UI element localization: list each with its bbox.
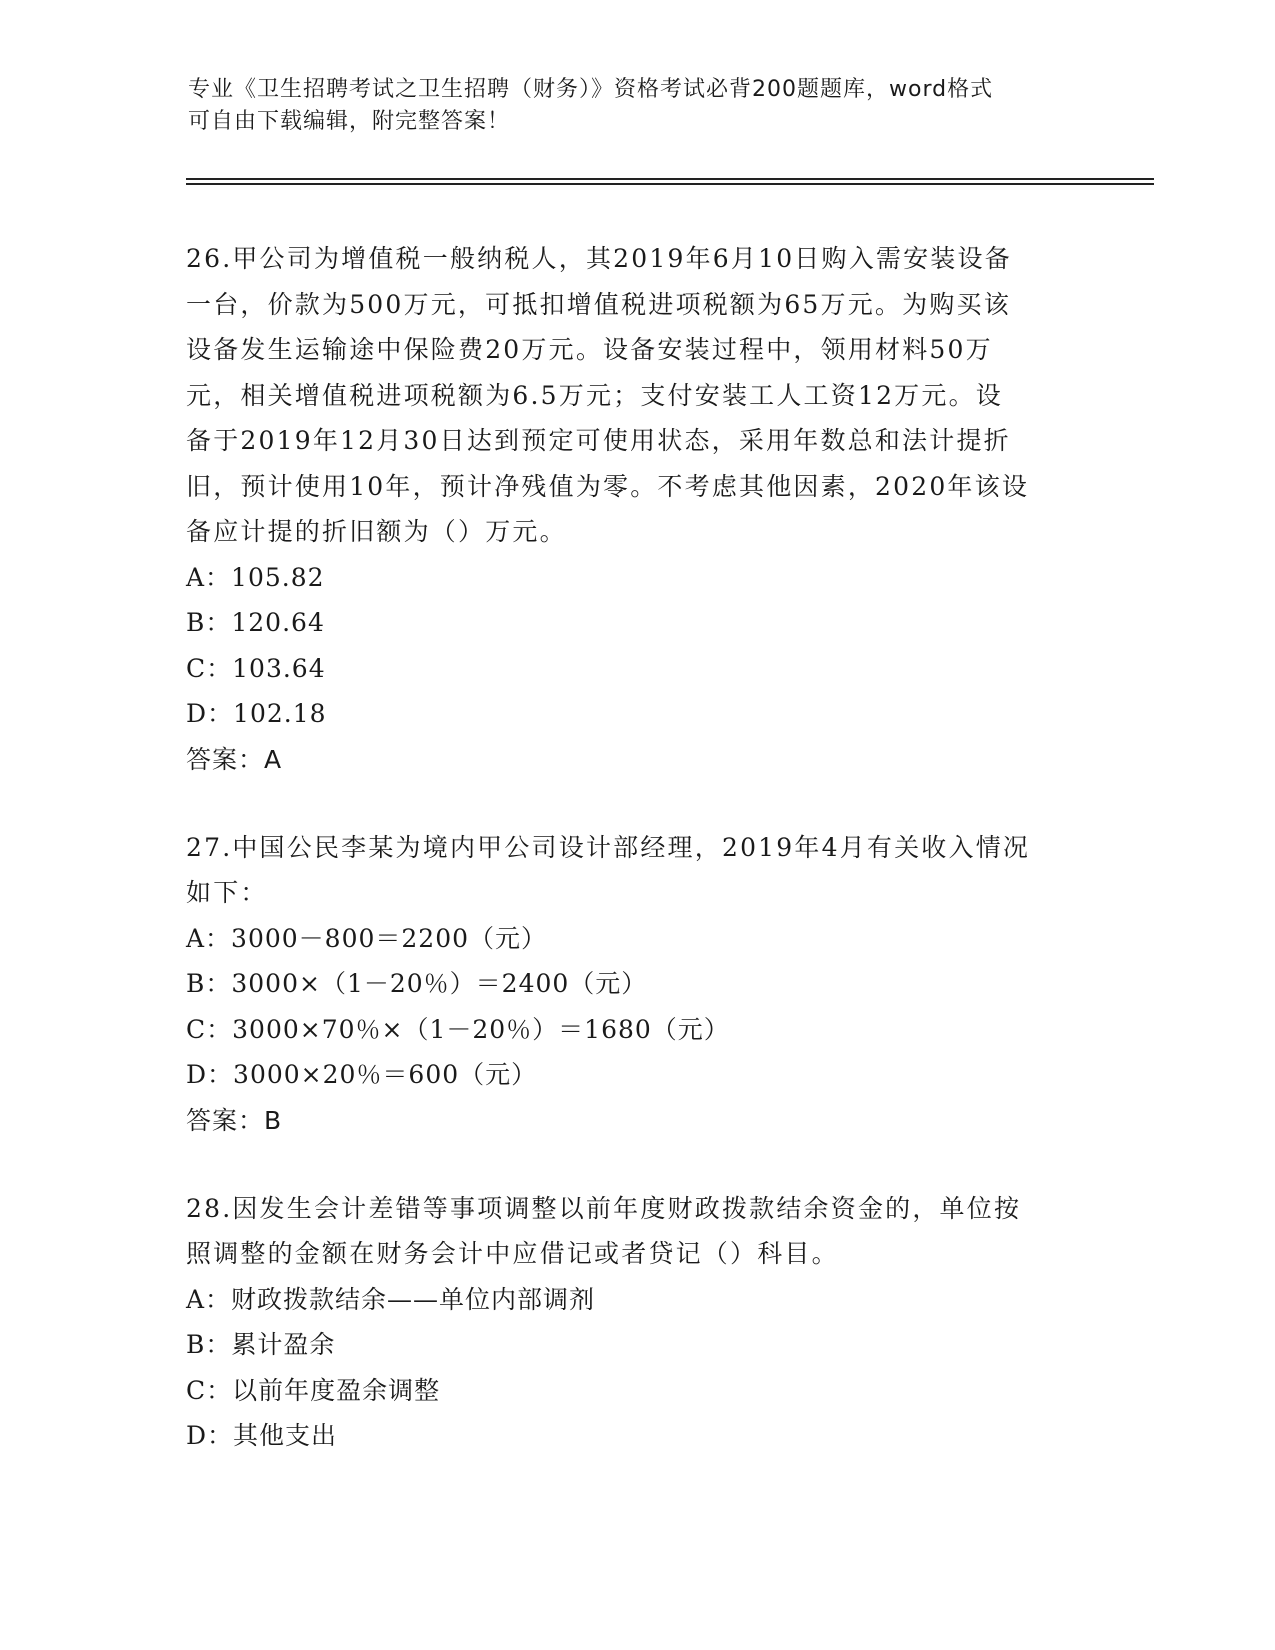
stem-line: 备于2019年12月30日达到预定可使用状态，采用年数总和法计提折 [186,426,1011,455]
option-a: A：财政拨款结余——单位内部调剂 [186,1284,596,1314]
answer-line: 答案：B [186,1105,283,1135]
question-stem [186,236,1086,555]
question-list [186,236,1086,1459]
question-spacer [186,783,1086,825]
option-a: A：105.82 [186,562,325,592]
stem-line: 元，相关增值税进项税额为6.5万元；支付安装工人工资12万元。设 [186,380,1003,410]
header-line-2: 可自由下载编辑，附完整答案！ [188,109,511,134]
stem-line: 28.因发生会计差错等事项调整以前年度财政拨款结余资金的，单位按 [186,1193,1022,1223]
header-line-1: 专业《卫生招聘考试之卫生招聘（财务）》资格考试必背200题题库，word格式 [188,77,994,102]
answer-line: 答案：A [186,744,283,774]
document-header [188,74,1068,138]
stem-line: 26.甲公司为增值税一般纳税人，其2019年6月10日购入需安装设备 [186,244,1012,273]
option-d: D：其他支出 [186,1421,338,1450]
header-divider-top [186,178,1154,180]
header-divider-bottom [186,183,1154,185]
option-d: D：102.18 [186,699,327,728]
question-26 [186,236,1086,783]
option-b: B：3000×（1－20％）＝2400（元） [186,969,648,998]
stem-line: 如下： [186,878,268,907]
stem-line: 设备发生运输途中保险费20万元。设备安装过程中，领用材料50万 [186,335,993,364]
stem-line: 27.中国公民李某为境内甲公司设计部经理，2019年4月有关收入情况 [186,832,1031,862]
option-c: C：103.64 [186,653,326,683]
question-stem [186,825,1086,916]
stem-line: 备应计提的折旧额为（）万元。 [186,517,567,546]
option-a: A：3000－800＝2200（元） [186,923,548,953]
stem-line: 一台，价款为500万元，可抵扣增值税进项税额为65万元。为购买该 [186,289,1011,319]
question-spacer [186,1144,1086,1186]
option-c: C：以前年度盈余调整 [186,1375,441,1405]
question-stem [186,1186,1086,1277]
stem-line: 照调整的金额在财务会计中应借记或者贷记（）科目。 [186,1239,839,1268]
option-b: B：120.64 [186,608,325,637]
option-d: D：3000×20％＝600（元） [186,1060,538,1089]
option-c: C：3000×70％×（1－20％）＝1680（元） [186,1014,730,1044]
question-27 [186,825,1086,1144]
question-28 [186,1186,1086,1459]
stem-line: 旧，预计使用10年，预计净残值为零。不考虑其他因素，2020年该设 [186,471,1030,501]
option-b: B：累计盈余 [186,1330,336,1359]
